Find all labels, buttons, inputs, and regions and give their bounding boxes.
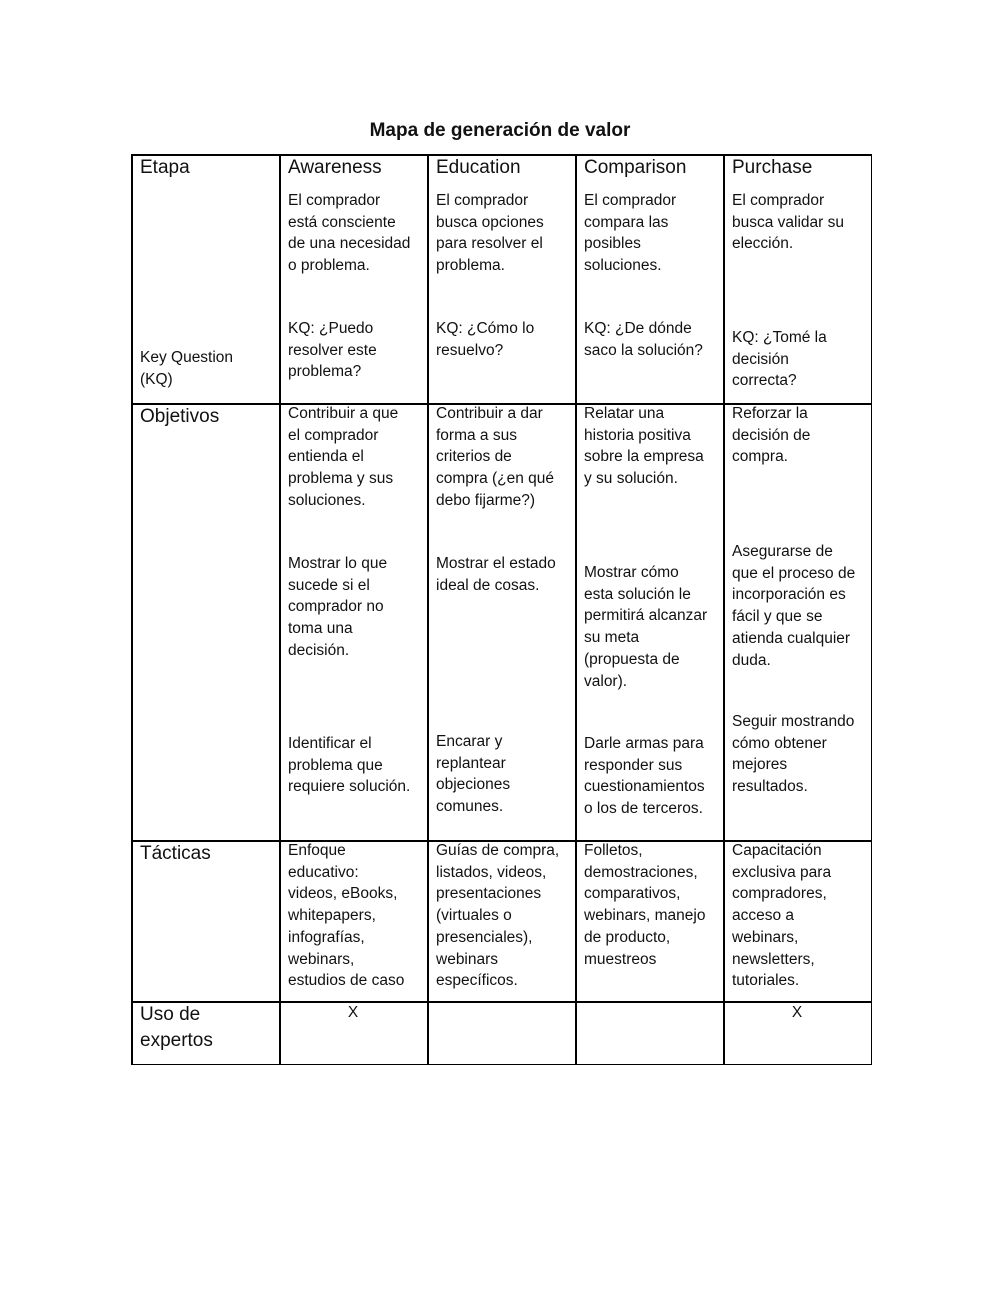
text-line: de una necesidad bbox=[288, 235, 411, 253]
education-objective bbox=[436, 403, 554, 512]
text-line: entienda el bbox=[288, 448, 364, 466]
column-header-education: Education bbox=[436, 157, 521, 178]
column-header-awareness: Awareness bbox=[288, 157, 382, 178]
text-line: soluciones. bbox=[288, 491, 366, 509]
text-line: mejores bbox=[732, 756, 788, 774]
text-line: El comprador bbox=[732, 192, 825, 209]
text-line: (propuesta de bbox=[584, 650, 680, 668]
text-line: videos, eBooks, bbox=[288, 885, 398, 903]
comparison-objective bbox=[584, 403, 704, 490]
text-line: correcta? bbox=[732, 372, 797, 390]
text-line: o problema. bbox=[288, 257, 370, 275]
text-line: Mostrar el estado bbox=[436, 555, 556, 572]
comparison-key-question bbox=[584, 318, 703, 361]
text-line: Guías de compra, bbox=[436, 842, 560, 859]
text-line: listados, videos, bbox=[436, 863, 547, 881]
column-header-comparison: Comparison bbox=[584, 157, 687, 178]
text-line: problema? bbox=[288, 363, 362, 381]
awareness-objective bbox=[288, 553, 387, 662]
text-line: Darle armas para bbox=[584, 735, 704, 752]
education-objective bbox=[436, 731, 510, 818]
text-line: Reforzar la bbox=[732, 405, 808, 422]
text-line: debo fijarme?) bbox=[436, 491, 536, 509]
education-tactics bbox=[436, 840, 559, 992]
text-line: toma una bbox=[288, 620, 353, 638]
text-line: educativo: bbox=[288, 863, 359, 881]
text-line: whitepapers, bbox=[288, 907, 376, 925]
text-line: Capacitación bbox=[732, 842, 822, 859]
text-line: estudios de caso bbox=[288, 972, 405, 990]
text-line: Folletos, bbox=[584, 842, 643, 859]
purchase-key-question bbox=[732, 327, 827, 392]
comparison-objective bbox=[584, 733, 705, 820]
text-line: expertos bbox=[140, 1030, 213, 1051]
value-map-table bbox=[131, 154, 872, 1065]
text-line: el comprador bbox=[288, 426, 379, 444]
text-line: decisión de bbox=[732, 426, 811, 444]
text-line: tutoriales. bbox=[732, 972, 800, 990]
text-line: comunes. bbox=[436, 798, 504, 816]
text-line: fácil y que se bbox=[732, 608, 823, 626]
text-line: decisión bbox=[732, 350, 789, 368]
text-line: y su solución. bbox=[584, 470, 678, 488]
text-line: compra. bbox=[732, 448, 788, 466]
text-line: cómo obtener bbox=[732, 734, 827, 752]
table-border-right bbox=[871, 154, 873, 1065]
text-line: permitirá alcanzar bbox=[584, 607, 708, 625]
text-line: resuelvo? bbox=[436, 341, 504, 359]
text-line: webinars, bbox=[732, 928, 799, 946]
text-line: compara las bbox=[584, 213, 669, 231]
text-line: resultados. bbox=[732, 778, 808, 796]
text-line: demostraciones, bbox=[584, 863, 698, 881]
text-line: que el proceso de bbox=[732, 564, 856, 582]
text-line: objeciones bbox=[436, 776, 511, 794]
text-line: comparativos, bbox=[584, 885, 681, 903]
text-line: Key Question bbox=[140, 349, 234, 366]
column-divider bbox=[427, 154, 429, 1065]
text-line: comprador no bbox=[288, 598, 384, 616]
table-border-bottom bbox=[131, 1064, 872, 1066]
purchase-objective bbox=[732, 711, 854, 798]
text-line: Seguir mostrando bbox=[732, 713, 855, 730]
purchase-expert-mark: X bbox=[791, 1004, 803, 1021]
column-header-purchase: Purchase bbox=[732, 157, 813, 178]
text-line: criterios de bbox=[436, 448, 512, 466]
education-objective bbox=[436, 553, 556, 596]
text-line: webinars, manejo bbox=[584, 907, 706, 925]
text-line: su meta bbox=[584, 629, 640, 647]
table-border-left bbox=[131, 154, 133, 1065]
purchase-description bbox=[732, 190, 844, 255]
purchase-objective bbox=[732, 541, 855, 671]
text-line: KQ: ¿Cómo lo bbox=[436, 320, 535, 337]
text-line: atienda cualquier bbox=[732, 629, 851, 647]
text-line: decisión. bbox=[288, 641, 350, 659]
row-label-objetivos: Objetivos bbox=[140, 406, 220, 427]
text-line: replantear bbox=[436, 754, 506, 772]
text-line: Asegurarse de bbox=[732, 543, 833, 560]
text-line: KQ: ¿De dónde bbox=[584, 320, 692, 337]
column-divider bbox=[279, 154, 281, 1065]
text-line: incorporación es bbox=[732, 586, 846, 604]
purchase-objective bbox=[732, 403, 810, 468]
text-line: cuestionamientos bbox=[584, 778, 705, 796]
text-line: KQ: ¿Tomé la bbox=[732, 329, 827, 346]
text-line: compradores, bbox=[732, 885, 827, 903]
text-line: webinars, bbox=[288, 950, 355, 968]
comparison-description bbox=[584, 190, 676, 277]
text-line: El comprador bbox=[436, 192, 529, 209]
row-label-etapa: Etapa bbox=[140, 157, 190, 178]
awareness-expert-mark: X bbox=[347, 1004, 359, 1021]
comparison-tactics bbox=[584, 840, 705, 970]
text-line: historia positiva bbox=[584, 426, 691, 444]
awareness-description bbox=[288, 190, 410, 277]
awareness-key-question bbox=[288, 318, 377, 383]
education-key-question bbox=[436, 318, 534, 361]
purchase-tactics bbox=[732, 840, 831, 992]
text-line: El comprador bbox=[288, 192, 381, 209]
text-line: Uso de bbox=[140, 1004, 201, 1025]
row-label-uso-de-expertos bbox=[140, 1002, 213, 1054]
text-line: Mostrar lo que bbox=[288, 555, 388, 572]
text-line: busca opciones bbox=[436, 213, 544, 231]
text-line: infografías, bbox=[288, 928, 365, 946]
text-line: ideal de cosas. bbox=[436, 576, 540, 594]
text-line: sobre la empresa bbox=[584, 448, 704, 466]
education-description bbox=[436, 190, 544, 277]
text-line: problema y sus bbox=[288, 470, 394, 488]
text-line: (virtuales o bbox=[436, 907, 512, 925]
text-line: saco la solución? bbox=[584, 341, 703, 359]
text-line: esta solución le bbox=[584, 585, 691, 603]
text-line: busca validar su bbox=[732, 213, 845, 231]
text-line: elección. bbox=[732, 235, 794, 253]
text-line: compra (¿en qué bbox=[436, 470, 555, 488]
column-divider bbox=[723, 154, 725, 1065]
comparison-objective bbox=[584, 562, 707, 692]
text-line: problema que bbox=[288, 756, 383, 774]
text-line: acceso a bbox=[732, 907, 795, 925]
text-line: está consciente bbox=[288, 213, 396, 231]
text-line: de producto, bbox=[584, 928, 671, 946]
column-divider bbox=[575, 154, 577, 1065]
text-line: específicos. bbox=[436, 972, 518, 990]
document-title: Mapa de generación de valor bbox=[369, 120, 631, 141]
text-line: Contribuir a que bbox=[288, 405, 399, 422]
text-line: resolver este bbox=[288, 341, 377, 359]
text-line: newsletters, bbox=[732, 950, 815, 968]
row-label-tacticas: Tácticas bbox=[140, 843, 211, 864]
text-line: requiere solución. bbox=[288, 778, 411, 796]
text-line: muestreos bbox=[584, 950, 657, 968]
text-line: (KQ) bbox=[140, 370, 173, 388]
awareness-tactics bbox=[288, 840, 404, 992]
text-line: o los de terceros. bbox=[584, 800, 703, 818]
text-line: problema. bbox=[436, 257, 505, 275]
text-line: responder sus bbox=[584, 756, 683, 774]
text-line: exclusiva para bbox=[732, 863, 832, 881]
awareness-objective bbox=[288, 403, 398, 512]
text-line: sucede si el bbox=[288, 576, 370, 594]
text-line: presentaciones bbox=[436, 885, 542, 903]
text-line: El comprador bbox=[584, 192, 677, 209]
text-line: valor). bbox=[584, 672, 628, 690]
key-question-label bbox=[140, 347, 233, 390]
text-line: webinars bbox=[436, 950, 499, 968]
text-line: Identificar el bbox=[288, 735, 372, 752]
text-line: Contribuir a dar bbox=[436, 405, 543, 422]
text-line: presenciales), bbox=[436, 928, 533, 946]
text-line: Relatar una bbox=[584, 405, 665, 422]
text-line: soluciones. bbox=[584, 257, 662, 275]
text-line: KQ: ¿Puedo bbox=[288, 320, 374, 337]
text-line: Enfoque bbox=[288, 842, 346, 859]
text-line: duda. bbox=[732, 651, 771, 669]
awareness-objective bbox=[288, 733, 410, 798]
text-line: posibles bbox=[584, 235, 641, 253]
text-line: forma a sus bbox=[436, 426, 517, 444]
text-line: Encarar y bbox=[436, 733, 503, 750]
text-line: para resolver el bbox=[436, 235, 543, 253]
text-line: Mostrar cómo bbox=[584, 564, 679, 581]
